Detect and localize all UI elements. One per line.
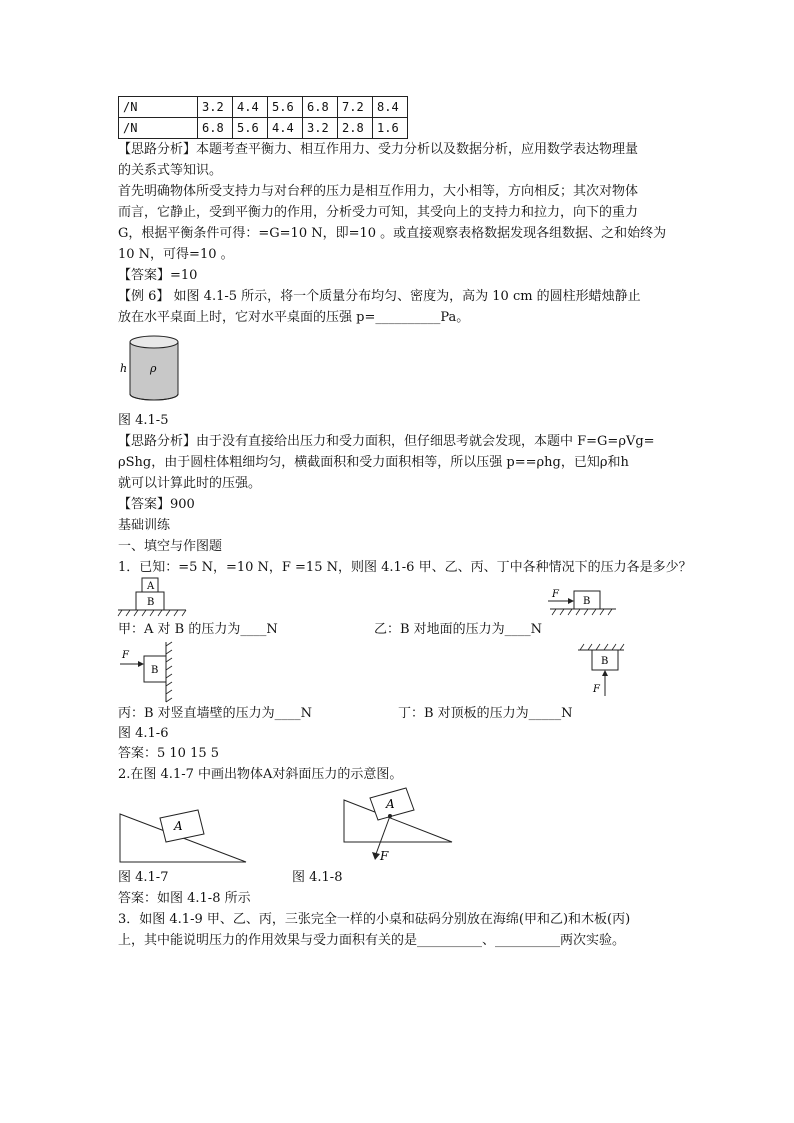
figure-ding: [576, 644, 626, 702]
table-cell: 5.6: [233, 118, 268, 139]
table-cell: 4.4: [268, 118, 303, 139]
q1-ding-text: 丁：B 对顶板的压力为_____N: [398, 706, 573, 721]
question-2-text: 2.在图 4.1-7 中画出物体A对斜面压力的示意图。: [118, 767, 403, 782]
row-label: /N: [119, 118, 198, 139]
svg-text:F: F: [593, 684, 600, 695]
svg-text:A: A: [174, 819, 183, 833]
figure-caption: 图 4.1-7: [118, 870, 169, 885]
svg-text:F: F: [380, 849, 389, 863]
answer-line: 答案：如图 4.1-8 所示: [118, 891, 251, 906]
rho-label: ρ: [150, 362, 157, 375]
figure-caption: 图 4.1-8: [292, 870, 343, 885]
question-3-line: 3．如图 4.1-9 甲、乙、丙，三张完全一样的小桌和砝码分别放在海绵(甲和乙)和木板(丙): [118, 912, 631, 927]
table-cell: 8.4: [373, 97, 408, 118]
example-line: 【例 6】 如图 4.1-5 所示，将一个质量分布均匀、密度为，高为 10 cm 的圆柱形蜡烛静止: [118, 289, 641, 304]
data-table: [118, 96, 408, 139]
svg-text:F: F: [122, 650, 129, 661]
table-cell: 3.2: [303, 118, 338, 139]
table-cell: 4.4: [233, 97, 268, 118]
table-row: [119, 97, 408, 118]
cylinder-figure: [118, 334, 188, 404]
answer-line: 【答案】900: [118, 497, 195, 512]
table-row: [119, 118, 408, 139]
svg-text:B: B: [151, 665, 159, 676]
svg-text:A: A: [386, 797, 395, 811]
q1-yi-text: 乙：B 对地面的压力为____N: [374, 622, 543, 637]
q1-bing-text: 丙：B 对竖直墙壁的压力为____N: [118, 706, 313, 721]
svg-text:B: B: [147, 597, 155, 608]
question-3-line: 上，其中能说明压力的作用效果与受力面积有关的是__________、__________两次实验。: [118, 933, 626, 948]
analysis-line: ρShg，由于圆柱体粗细均匀，横截面积和受力面积相等，所以压强 p==ρhg，已知ρ和h: [118, 455, 629, 470]
q1-jia-text: 甲：A 对 B 的压力为____N: [118, 622, 278, 637]
figure-bing: [118, 642, 178, 704]
answer-line: 【答案】=10: [118, 268, 198, 283]
row-label: /N: [119, 97, 198, 118]
question-1-text: 1．已知：=5 N，=10 N，F =15 N，则图 4.1-6 甲、乙、丙、丁中各种情况下的压力各是多少？: [118, 560, 692, 575]
cylinder-top: [130, 336, 178, 348]
example-line: 放在水平桌面上时，它对水平桌面的压强 p=__________Pa。: [118, 310, 470, 325]
figure-4-1-7: [118, 796, 250, 866]
table-cell: 6.8: [303, 97, 338, 118]
analysis-line: 的关系式等知识。: [118, 163, 223, 178]
table-cell: 7.2: [338, 97, 373, 118]
section-heading: 基础训练: [118, 518, 171, 533]
svg-text:B: B: [583, 596, 591, 607]
analysis-line: 【思路分析】本题考查平衡力、相互作用力、受力分析以及数据分析，应用数学表达物理量: [118, 142, 639, 157]
section-heading: 一、填空与作图题: [118, 539, 223, 554]
table-cell: 3.2: [198, 97, 233, 118]
analysis-line: G，根据平衡条件可得：=G=10 N，即=10 。或直接观察表格数据发现各组数据、之和始终为: [118, 226, 667, 241]
svg-text:B: B: [601, 656, 609, 667]
svg-text:F: F: [552, 589, 559, 600]
table-cell: 2.8: [338, 118, 373, 139]
figure-4-1-8: [340, 786, 456, 866]
figure-caption: 图 4.1-5: [118, 413, 169, 428]
analysis-line: 就可以计算此时的压强。: [118, 476, 262, 491]
analysis-line: 而言，它静止，受到平衡力的作用，分析受力可知，其受向上的支持力和拉力，向下的重力: [118, 205, 639, 220]
figure-jia: [118, 576, 188, 618]
table-cell: 1.6: [373, 118, 408, 139]
h-label: h: [120, 362, 128, 375]
figure-yi: [546, 585, 618, 621]
analysis-line: 10 N，可得=10 。: [118, 247, 234, 262]
answer-line: 答案：5 10 15 5: [118, 746, 220, 761]
table-cell: 5.6: [268, 97, 303, 118]
analysis-line: 首先明确物体所受支持力与对台秤的压力是相互作用力，大小相等，方向相反；其次对物体: [118, 184, 639, 199]
svg-text:A: A: [147, 581, 155, 592]
analysis-line: 【思路分析】由于没有直接给出压力和受力面积，但仔细思考就会发现，本题中 F=G=ρVg=: [118, 434, 655, 449]
figure-caption: 图 4.1-6: [118, 726, 169, 741]
table-cell: 6.8: [198, 118, 233, 139]
